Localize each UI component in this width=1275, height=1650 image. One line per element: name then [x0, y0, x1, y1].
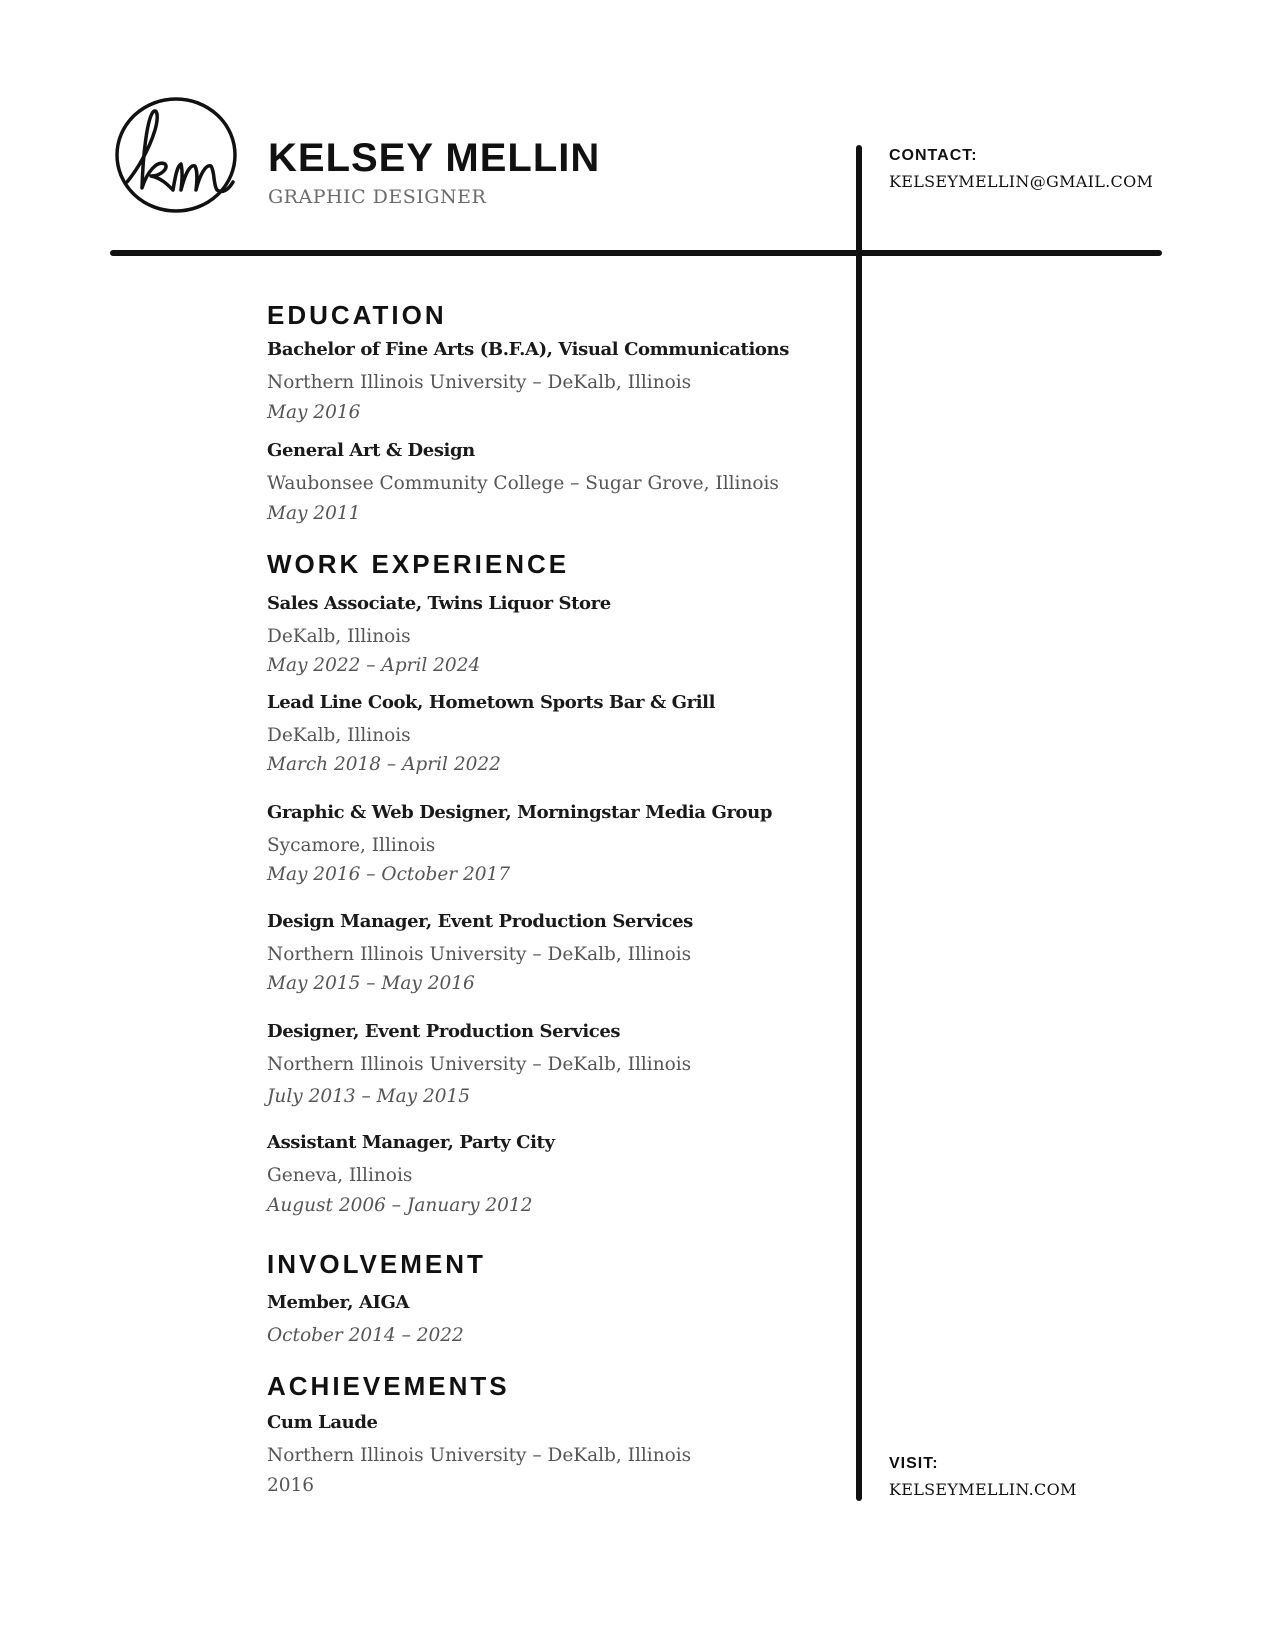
achievement-school: Northern Illinois University – DeKalb, Illinois — [267, 1445, 692, 1466]
work-experience-heading: WORK EXPERIENCE — [267, 549, 570, 579]
education-heading: EDUCATION — [267, 300, 447, 330]
contact-label: CONTACT: — [889, 147, 978, 164]
contact-email[interactable]: KELSEYMELLIN@GMAIL.COM — [889, 172, 1154, 191]
candidate-name: KELSEY MELLIN — [268, 136, 601, 180]
achievements-heading: ACHIEVEMENTS — [267, 1371, 510, 1401]
column-divider — [856, 145, 862, 1501]
candidate-role: GRAPHIC DESIGNER — [268, 186, 487, 208]
achievement-title: Cum Laude — [267, 1412, 378, 1433]
job-dates: May 2022 – April 2024 — [267, 655, 481, 676]
visit-url[interactable]: KELSEYMELLIN.COM — [889, 1480, 1077, 1499]
job-title: Lead Line Cook, Hometown Sports Bar & Grill — [267, 692, 716, 713]
involvement-dates: October 2014 – 2022 — [267, 1325, 464, 1346]
header-divider — [110, 250, 1162, 256]
job-title: Design Manager, Event Production Services — [267, 911, 693, 932]
job-location: DeKalb, Illinois — [267, 626, 411, 647]
visit-label: VISIT: — [889, 1455, 939, 1472]
education-school: Northern Illinois University – DeKalb, Illinois — [267, 372, 692, 393]
education-degree: Bachelor of Fine Arts (B.F.A), Visual Communications — [267, 339, 789, 360]
education-degree: General Art & Design — [267, 440, 475, 461]
job-location: Northern Illinois University – DeKalb, Illinois — [267, 1054, 692, 1075]
involvement-heading: INVOLVEMENT — [267, 1249, 486, 1279]
education-date: May 2011 — [267, 503, 361, 524]
job-location: Sycamore, Illinois — [267, 835, 436, 856]
job-title: Sales Associate, Twins Liquor Store — [267, 593, 611, 614]
job-title: Graphic & Web Designer, Morningstar Media Group — [267, 802, 773, 823]
km-monogram-logo — [113, 96, 241, 216]
job-location: DeKalb, Illinois — [267, 725, 411, 746]
education-date: May 2016 — [267, 402, 361, 423]
job-dates: March 2018 – April 2022 — [267, 754, 501, 775]
job-dates: May 2016 – October 2017 — [267, 864, 511, 885]
education-school: Waubonsee Community College – Sugar Grove, Illinois — [267, 473, 779, 494]
job-title: Assistant Manager, Party City — [267, 1132, 555, 1153]
involvement-role: Member, AIGA — [267, 1292, 410, 1313]
job-location: Northern Illinois University – DeKalb, Illinois — [267, 944, 692, 965]
job-dates: May 2015 – May 2016 — [267, 973, 475, 994]
achievement-year: 2016 — [267, 1475, 315, 1496]
job-title: Designer, Event Production Services — [267, 1021, 621, 1042]
job-dates: July 2013 – May 2015 — [267, 1086, 471, 1107]
job-location: Geneva, Illinois — [267, 1165, 413, 1186]
job-dates: August 2006 – January 2012 — [267, 1195, 533, 1216]
